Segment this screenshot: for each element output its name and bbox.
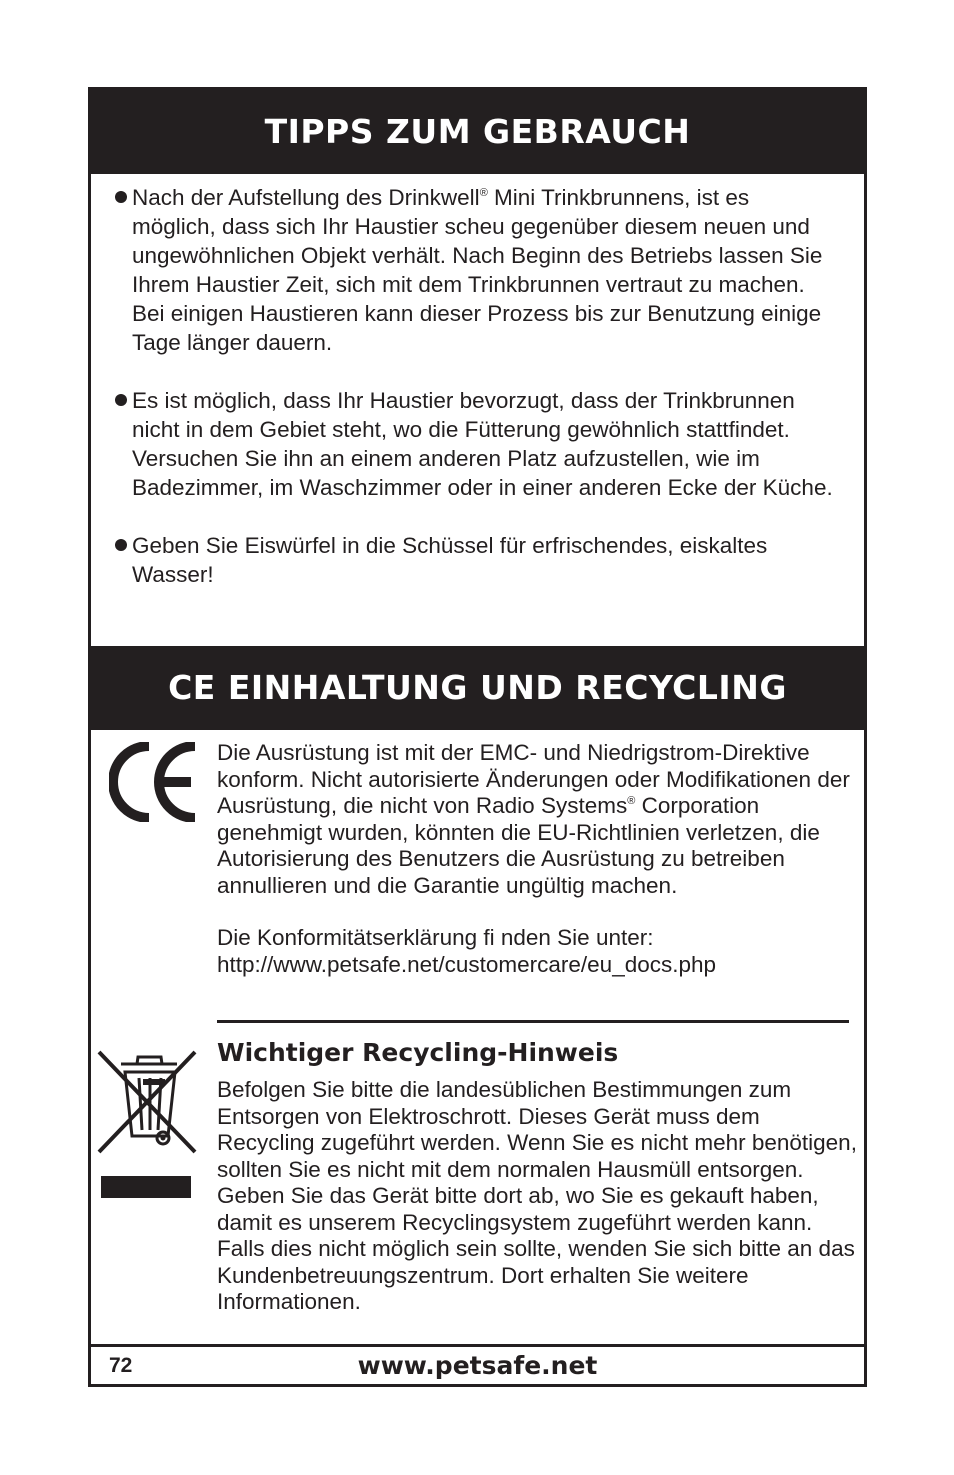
website-link[interactable]: www.petsafe.net	[357, 1351, 598, 1380]
tip-text: Es ist möglich, dass Ihr Haustier bevorzugt, dass der Trinkbrunnen nicht in dem Gebiet steht, wo die Fütterung gewöhnlich stattfindet. Versuchen Sie ihn an einem anderen Platz aufzustellen, wie im Badezimmer, im Waschzimmer oder in einer anderen Ecke der Küche.	[132, 388, 833, 500]
tip-text-part: Mini Trinkbrunnens, ist es möglich, dass sich Ihr Haustier scheu gegenüber diesem neuen und ungewöhnlichen Objekt verhält. Nach Beginn des Betriebs lassen Sie Ihrem Haustier Zeit, sich mit dem Trinkbrunnen vertraut zu machen. Bei einigen Haustieren kann dieser Prozess bis zur Benutzung einige Tage länger dauern.	[132, 185, 823, 355]
section-header-tips: TIPPS ZUM GEBRAUCH	[91, 90, 864, 174]
ce-text-part: Die Ausrüstung ist mit der EMC- und Niedrigstrom-Direktive konform. Nicht autorisierte Änderungen oder Modifikationen der Ausrüstung, die nicht von Radio Systems	[217, 740, 850, 818]
conformity-paragraph	[217, 925, 857, 978]
divider	[217, 1020, 849, 1023]
tip-item	[113, 183, 833, 357]
tips-list	[113, 183, 833, 589]
crossed-out-bin-icon	[95, 1048, 199, 1156]
page-frame	[88, 87, 867, 1387]
conformity-url: http://www.petsafe.net/customercare/eu_docs.php	[217, 951, 717, 977]
page-number: 72	[109, 1354, 133, 1377]
recycling-title: Wichtiger Recycling-Hinweis	[217, 1038, 619, 1067]
tip-text: Geben Sie Eiswürfel in die Schüssel für erfrischendes, eiskaltes Wasser!	[132, 533, 768, 587]
ce-paragraph	[217, 740, 857, 899]
bullet-icon	[115, 394, 127, 406]
tip-text	[132, 185, 822, 355]
bullet-icon	[115, 191, 127, 203]
section-header-ce: CE EINHALTUNG UND RECYCLING	[91, 646, 864, 730]
footer-divider	[91, 1344, 864, 1347]
ce-compliance-text	[217, 740, 857, 978]
ce-text-part: Corporation genehmigt wurden, könnten die EU-Richtlinien verletzen, die Autorisierung des Benutzers die Ausrüstung zu betreiben annullieren und die Garantie ungültig machen.	[217, 793, 820, 898]
registered-mark: ®	[627, 795, 636, 807]
tip-item	[113, 531, 833, 589]
weee-bar	[101, 1176, 191, 1198]
recycling-text: Befolgen Sie bitte die landesüblichen Bestimmungen zum Entsorgen von Elektroschrott. Dieses Gerät muss dem Recycling zugeführt werden. Wenn Sie es nicht mehr benötigen, sollten Sie es nicht mit dem normalen Hausmüll entsorgen. Geben Sie das Gerät bitte dort ab, wo Sie es gekauft haben, damit es unserem Recyclingsystem zugeführt werden kann. Falls dies nicht möglich sein sollte, wenden Sie sich bitte an das Kundenbetreuungszentrum. Dort erhalten Sie weitere Informationen.	[217, 1077, 857, 1314]
ce-mark-icon	[109, 742, 201, 822]
tip-text-part: Nach der Aufstellung des Drinkwell	[132, 185, 480, 210]
bullet-icon	[115, 539, 127, 551]
conformity-label: Die Konformitätserklärung fi nden Sie unter:	[217, 925, 654, 950]
registered-mark: ®	[479, 187, 488, 199]
tip-item	[113, 386, 833, 502]
